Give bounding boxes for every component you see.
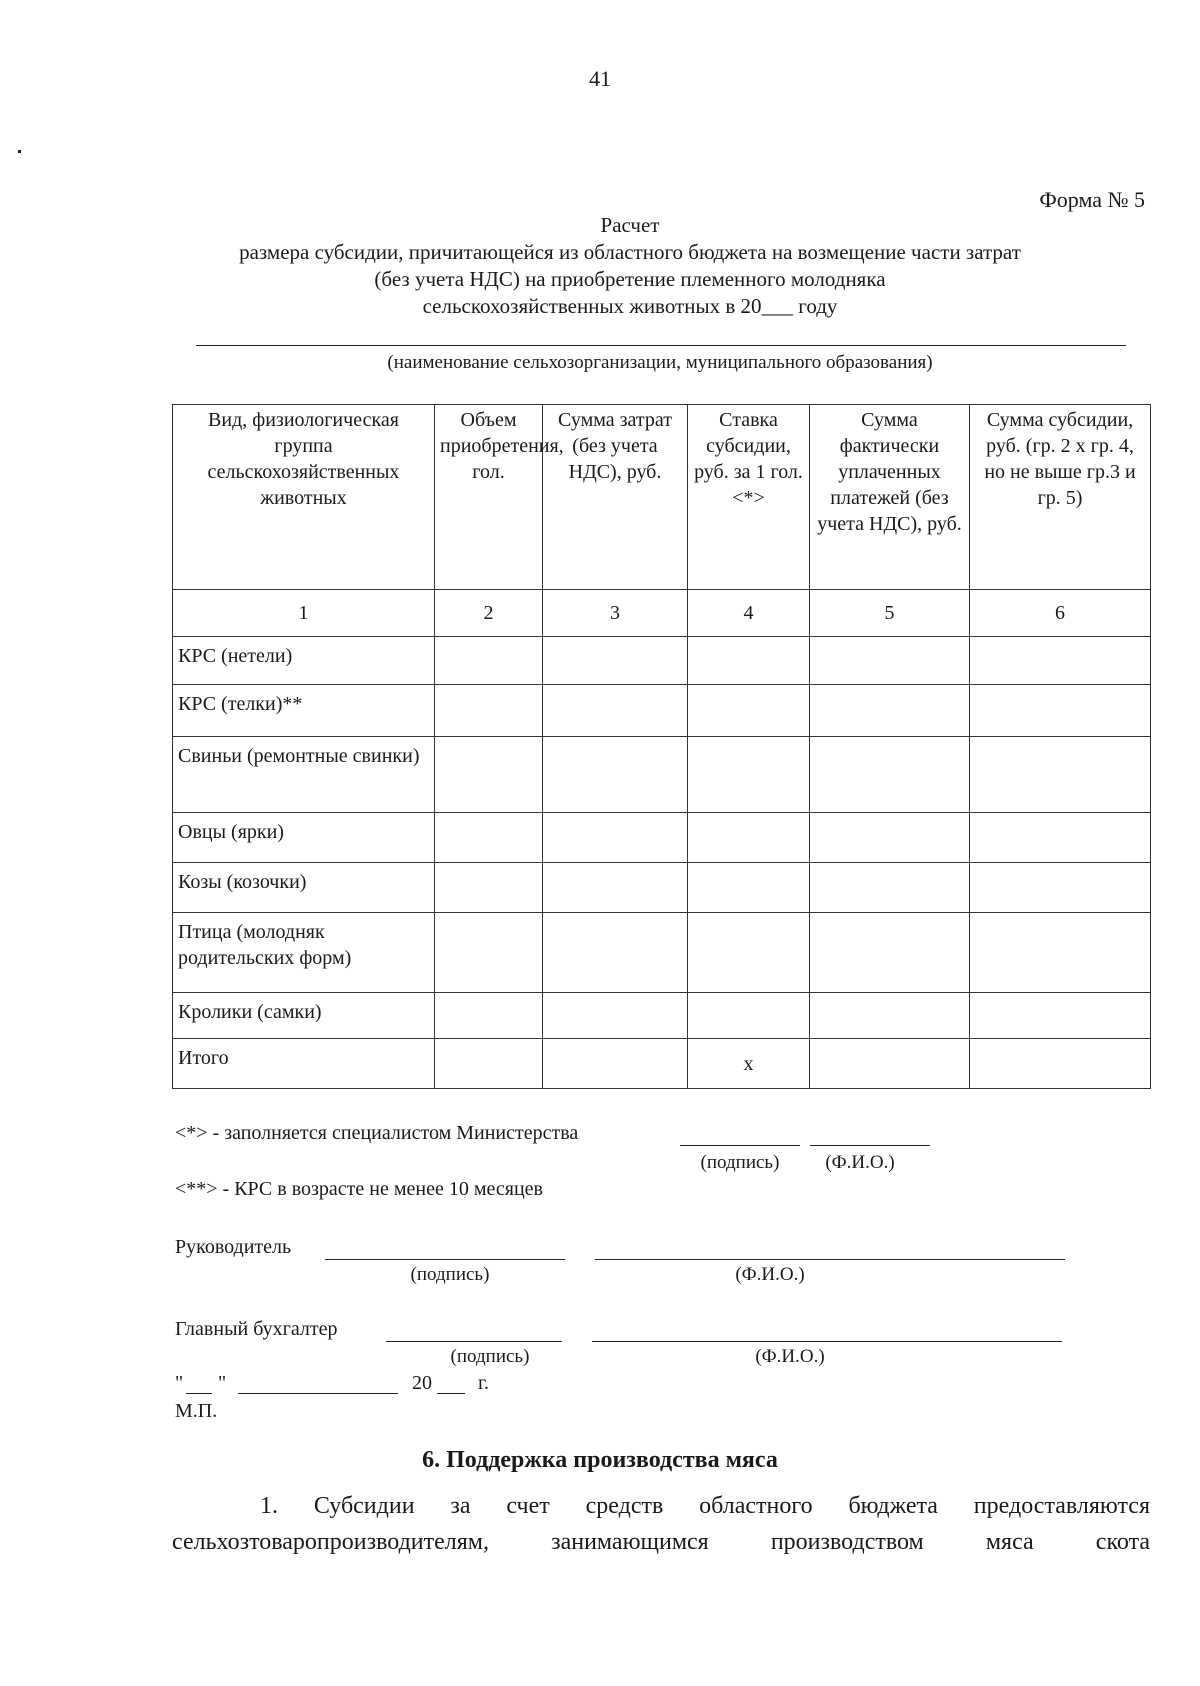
- table-header-row: [173, 405, 1151, 590]
- org-name-caption: (наименование сельхозорганизации, муниципального образования): [387, 352, 933, 373]
- head-label: Руководитель: [175, 1236, 292, 1258]
- row-label: КРС (телки)**: [173, 685, 435, 737]
- row-label: Птица (молодняк родительских форм): [173, 913, 435, 993]
- rate-cell[interactable]: [688, 637, 810, 685]
- input-cell[interactable]: [810, 863, 970, 913]
- row-label: КРС (нетели): [173, 637, 435, 685]
- input-cell[interactable]: [810, 737, 970, 813]
- column-number-row: [173, 590, 1151, 637]
- input-cell[interactable]: [435, 813, 543, 863]
- header-cell: Вид, физиологическая группа сельскохозяйственных животных: [173, 405, 435, 590]
- input-cell[interactable]: [970, 737, 1151, 813]
- note-ministry: <*> - заполняется специалистом Министерства: [175, 1122, 579, 1144]
- accountant-fio-line[interactable]: [592, 1341, 1062, 1342]
- input-cell[interactable]: [970, 1039, 1151, 1089]
- title-line-2: размера субсидии, причитающейся из областного бюджета на возмещение части затрат: [239, 240, 1021, 264]
- rate-cell[interactable]: [688, 813, 810, 863]
- table-row: [173, 685, 1151, 737]
- input-cell[interactable]: [810, 913, 970, 993]
- input-cell[interactable]: [543, 685, 688, 737]
- table-row: [173, 913, 1151, 993]
- input-cell[interactable]: [543, 737, 688, 813]
- section-heading: 6. Поддержка производства мяса: [422, 1447, 778, 1473]
- date-quote-close: ": [218, 1372, 227, 1394]
- input-cell[interactable]: [970, 993, 1151, 1039]
- document-title: [160, 212, 1100, 320]
- table-row: [173, 813, 1151, 863]
- section-paragraph: [172, 1488, 1150, 1560]
- column-number: 4: [688, 590, 810, 637]
- date-year-prefix: 20: [412, 1372, 432, 1394]
- input-cell[interactable]: [970, 863, 1151, 913]
- ministry-fio-caption: (Ф.И.О.): [825, 1152, 895, 1173]
- input-cell[interactable]: [435, 863, 543, 913]
- row-label: Козы (козочки): [173, 863, 435, 913]
- input-cell[interactable]: [970, 685, 1151, 737]
- input-cell[interactable]: [970, 637, 1151, 685]
- input-cell[interactable]: [543, 813, 688, 863]
- table-row: [173, 737, 1151, 813]
- input-cell[interactable]: [810, 1039, 970, 1089]
- table-row-total: [173, 1039, 1151, 1089]
- date-year-line[interactable]: [437, 1393, 465, 1394]
- head-fio-line[interactable]: [595, 1259, 1065, 1260]
- input-cell[interactable]: [970, 813, 1151, 863]
- column-number: 1: [173, 590, 435, 637]
- header-cell: Объем приобретения, гол.: [435, 405, 543, 590]
- input-cell[interactable]: [435, 913, 543, 993]
- row-label: Кролики (самки): [173, 993, 435, 1039]
- form-label: Форма № 5: [1039, 187, 1145, 212]
- accountant-fio-caption: (Ф.И.О.): [755, 1346, 825, 1367]
- table-row: [173, 863, 1151, 913]
- title-line-4: сельскохозяйственных животных в 20___ году: [422, 294, 838, 318]
- input-cell[interactable]: [435, 1039, 543, 1089]
- head-signature-line[interactable]: [325, 1259, 565, 1260]
- input-cell[interactable]: [435, 993, 543, 1039]
- rate-cell: х: [688, 1039, 810, 1089]
- input-cell[interactable]: [810, 637, 970, 685]
- paragraph-line-2: сельхозтоваропроизводителям, занимающимся производством мяса скота: [172, 1529, 1150, 1555]
- input-cell[interactable]: [435, 685, 543, 737]
- column-number: 2: [435, 590, 543, 637]
- rate-cell[interactable]: [688, 685, 810, 737]
- header-cell: Сумма затрат (без учета НДС), руб.: [543, 405, 688, 590]
- input-cell[interactable]: [810, 813, 970, 863]
- input-cell[interactable]: [543, 637, 688, 685]
- date-day-line[interactable]: [186, 1393, 212, 1394]
- table-row: [173, 993, 1151, 1039]
- note-krs-age: <**> - КРС в возрасте не менее 10 месяцев: [175, 1178, 543, 1200]
- rate-cell[interactable]: [688, 913, 810, 993]
- column-number: 3: [543, 590, 688, 637]
- subsidy-table: [172, 404, 1151, 1089]
- ministry-signature-line[interactable]: [680, 1145, 800, 1146]
- input-cell[interactable]: [435, 737, 543, 813]
- header-cell: Сумма фактически уплаченных платежей (без учета НДС), руб.: [810, 405, 970, 590]
- accountant-sign-caption: (подпись): [450, 1346, 530, 1367]
- ministry-fio-line[interactable]: [810, 1145, 930, 1146]
- date-month-line[interactable]: [238, 1393, 398, 1394]
- rate-cell[interactable]: [688, 993, 810, 1039]
- input-cell[interactable]: [543, 863, 688, 913]
- row-label: Итого: [173, 1039, 435, 1089]
- stamp-place: М.П.: [175, 1400, 218, 1422]
- input-cell[interactable]: [810, 993, 970, 1039]
- table-row: [173, 637, 1151, 685]
- input-cell[interactable]: [543, 1039, 688, 1089]
- input-cell[interactable]: [543, 913, 688, 993]
- head-fio-caption: (Ф.И.О.): [735, 1264, 805, 1285]
- title-line-1: Расчет: [600, 213, 660, 237]
- rate-cell[interactable]: [688, 863, 810, 913]
- input-cell[interactable]: [810, 685, 970, 737]
- title-line-3: (без учета НДС) на приобретение племенного молодняка: [374, 267, 886, 291]
- input-cell[interactable]: [543, 993, 688, 1039]
- header-cell: Сумма субсидии, руб. (гр. 2 х гр. 4, но не выше гр.3 и гр. 5): [970, 405, 1151, 590]
- accountant-label: Главный бухгалтер: [175, 1318, 338, 1340]
- accountant-signature-line[interactable]: [386, 1341, 562, 1342]
- row-label: Овцы (ярки): [173, 813, 435, 863]
- head-sign-caption: (подпись): [410, 1264, 490, 1285]
- column-number: 6: [970, 590, 1151, 637]
- page-number: 41: [589, 66, 611, 91]
- input-cell[interactable]: [435, 637, 543, 685]
- header-cell: Ставка субсидии, руб. за 1 гол. <*>: [688, 405, 810, 590]
- date-quote-open: ": [175, 1372, 184, 1394]
- input-cell[interactable]: [970, 913, 1151, 993]
- paragraph-line-1: 1. Субсидии за счет средств областного бюджета предоставляются: [260, 1493, 1150, 1519]
- column-number: 5: [810, 590, 970, 637]
- scan-speck: [18, 150, 21, 153]
- date-year-suffix: г.: [478, 1372, 489, 1394]
- row-label: Свиньи (ремонтные свинки): [173, 737, 435, 813]
- rate-cell[interactable]: [688, 737, 810, 813]
- ministry-sign-caption: (подпись): [700, 1152, 780, 1173]
- org-name-line[interactable]: [196, 345, 1126, 346]
